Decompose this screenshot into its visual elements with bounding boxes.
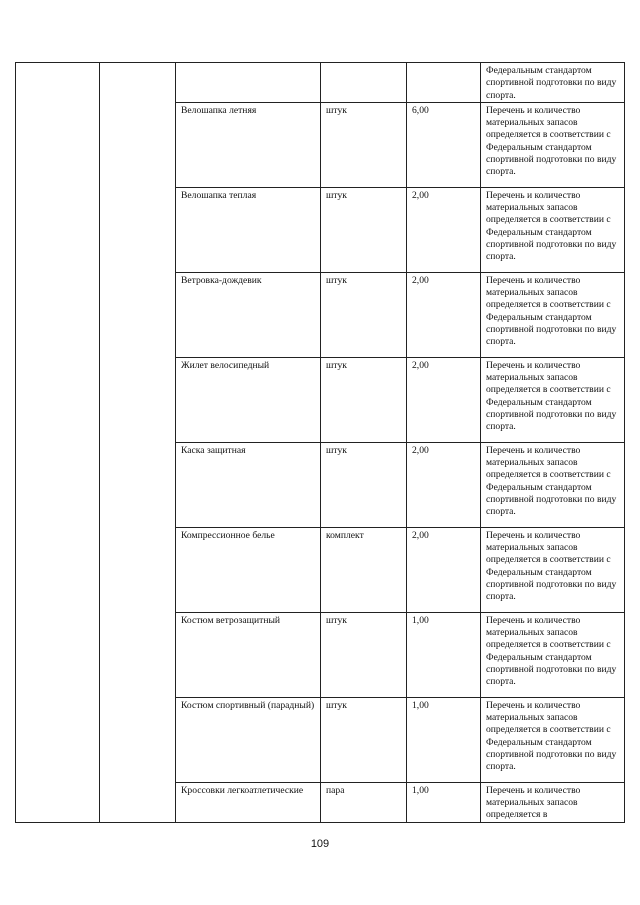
item-name-cell: Ветровка-дождевик — [176, 272, 321, 357]
quantity-cell: 2,00 — [407, 357, 481, 442]
unit-cell: штук — [321, 697, 407, 782]
page-number: 109 — [310, 838, 330, 850]
unit-cell: штук — [321, 187, 407, 272]
note-cell: Перечень и количество материальных запасов определяется в соответствии с Федеральным стандартом спортивной подготовки по виду спорта. — [481, 102, 625, 187]
item-name-cell — [176, 63, 321, 103]
merged-cell-col1 — [16, 63, 100, 823]
materials-table — [15, 62, 625, 823]
item-name-cell: Жилет велосипедный — [176, 357, 321, 442]
quantity-cell: 2,00 — [407, 527, 481, 612]
quantity-cell: 1,00 — [407, 782, 481, 822]
note-cell: Федеральным стандартом спортивной подготовки по виду спорта. — [481, 63, 625, 103]
materials-table-body — [16, 63, 625, 823]
item-name-cell: Каска защитная — [176, 442, 321, 527]
merged-cell-col2 — [100, 63, 176, 823]
item-name-cell: Компрессионное белье — [176, 527, 321, 612]
note-cell: Перечень и количество материальных запасов определяется в соответствии с Федеральным стандартом спортивной подготовки по виду спорта. — [481, 527, 625, 612]
item-name-cell: Костюм спортивный (парадный) — [176, 697, 321, 782]
item-name-cell: Велошапка летняя — [176, 102, 321, 187]
unit-cell: штук — [321, 612, 407, 697]
unit-cell: штук — [321, 442, 407, 527]
unit-cell — [321, 63, 407, 103]
quantity-cell: 1,00 — [407, 612, 481, 697]
unit-cell: штук — [321, 272, 407, 357]
table-row-continuation — [16, 63, 625, 103]
unit-cell: пара — [321, 782, 407, 822]
quantity-cell: 1,00 — [407, 697, 481, 782]
quantity-cell: 6,00 — [407, 102, 481, 187]
quantity-cell: 2,00 — [407, 442, 481, 527]
note-cell: Перечень и количество материальных запасов определяется в соответствии с Федеральным стандартом спортивной подготовки по виду спорта. — [481, 272, 625, 357]
quantity-cell: 2,00 — [407, 187, 481, 272]
unit-cell: штук — [321, 102, 407, 187]
unit-cell: штук — [321, 357, 407, 442]
note-cell: Перечень и количество материальных запасов определяется в соответствии с Федеральным стандартом спортивной подготовки по виду спорта. — [481, 442, 625, 527]
note-cell: Перечень и количество материальных запасов определяется в соответствии с Федеральным стандартом спортивной подготовки по виду спорта. — [481, 612, 625, 697]
item-name-cell: Кроссовки легкоатлетические — [176, 782, 321, 822]
quantity-cell — [407, 63, 481, 103]
item-name-cell: Велошапка теплая — [176, 187, 321, 272]
item-name-cell: Костюм ветрозащитный — [176, 612, 321, 697]
note-cell: Перечень и количество материальных запасов определяется в соответствии с Федеральным стандартом спортивной подготовки по виду спорта. — [481, 697, 625, 782]
note-cell: Перечень и количество материальных запасов определяется в соответствии с Федеральным стандартом спортивной подготовки по виду спорта. — [481, 187, 625, 272]
note-cell: Перечень и количество материальных запасов определяется в соответствии с Федеральным стандартом спортивной подготовки по виду спорта. — [481, 357, 625, 442]
unit-cell: комплект — [321, 527, 407, 612]
quantity-cell: 2,00 — [407, 272, 481, 357]
note-cell: Перечень и количество материальных запасов определяется в — [481, 782, 625, 822]
